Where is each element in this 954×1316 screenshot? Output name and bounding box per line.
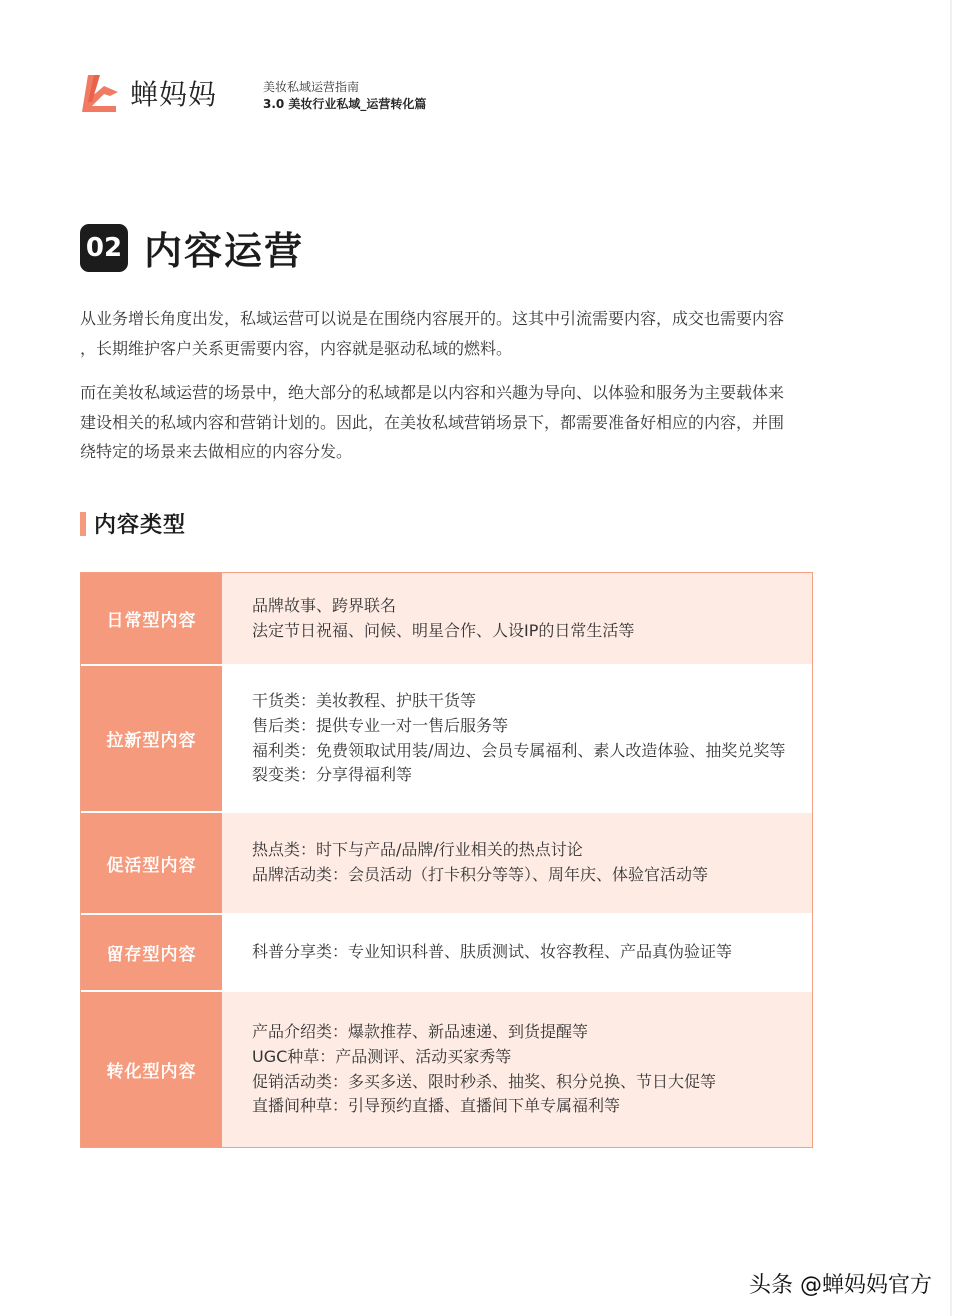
row-item: 品牌活动类：会员活动（打卡积分等等）、周年庆、体验官活动等: [252, 865, 709, 884]
heading-accent-bar: [80, 512, 86, 536]
paragraph-line: ，长期维护客户关系更需要内容，内容就是驱动私域的燃料。: [80, 338, 513, 358]
logo-icon: [80, 72, 122, 114]
row-label: 留存型内容: [81, 915, 222, 990]
row-item: 热点类：时下与产品/品牌/行业相关的热点讨论: [252, 840, 583, 860]
content-types-title: 内容类型: [94, 513, 187, 538]
logo-text: 蝉妈妈: [130, 78, 218, 111]
table-row: [81, 990, 812, 1147]
paragraph-line: 从业务增长角度出发，私域运营可以说是在围绕内容展开的。这其中引流需要内容，成交也需要内容: [80, 309, 785, 328]
row-item: 促销活动类：多买多送、限时秒杀、抽奖、积分兑换、节日大促等: [252, 1071, 717, 1091]
watermark: 头条 @蝉妈妈官方: [749, 1273, 932, 1298]
row-content: [222, 666, 812, 811]
intro-paragraph: [80, 304, 830, 363]
row-content: [222, 573, 812, 664]
row-label: 日常型内容: [81, 573, 222, 664]
row-item: 品牌故事、跨界联名: [252, 595, 397, 615]
row-item: 裂变类：分享得福利等: [252, 765, 413, 785]
section-title: [80, 220, 304, 275]
row-item: UGC种草：产品测评、活动买家秀等: [252, 1046, 512, 1066]
table-row: [81, 913, 812, 990]
row-label: 转化型内容: [81, 992, 222, 1147]
guide-title: 美妆私域运营指南: [263, 80, 360, 94]
row-item: 法定节日祝福、问候、明星合作、人设IP的日常生活等: [252, 620, 635, 640]
row-content: [222, 992, 812, 1147]
table-row: [81, 811, 812, 913]
row-item: 售后类：提供专业一对一售后服务等: [252, 715, 509, 735]
table-row: [81, 573, 812, 664]
logo: [80, 72, 217, 114]
row-item: 科普分享类：专业知识科普、肤质测试、妆容教程、产品真伪验证等: [252, 942, 733, 962]
row-item: 产品介绍类：爆款推荐、新品速递、到货提醒等: [252, 1022, 589, 1042]
row-item: 直播间种草：引导预约直播、直播间下单专属福利等: [252, 1096, 621, 1116]
row-item: 福利类：免费领取试用装/周边、会员专属福利、素人改造体验、抽奖兑奖等: [252, 740, 786, 760]
content-types-heading: [80, 508, 186, 539]
paragraph-line: 而在美妆私域运营的场景中，绝大部分的私域都是以内容和兴趣为导向、以体验和服务为主要载体来: [80, 383, 785, 402]
row-label: 拉新型内容: [81, 666, 222, 811]
chapter-title: 3.0 美妆行业私域_运营转化篇: [263, 97, 427, 111]
table-row: [81, 664, 812, 811]
row-item: 干货类：美妆教程、护肤干货等: [252, 691, 477, 711]
section-number-badge: 02: [80, 224, 128, 272]
row-content: [222, 813, 812, 913]
content-types-table: [80, 572, 813, 1148]
page-edge-line: [950, 0, 952, 1316]
row-label: 促活型内容: [81, 813, 222, 913]
paragraph-line: 建设相关的私域内容和营销计划的。因此，在美妆私域营销场景下，都需要准备好相应的内容，并围: [80, 412, 785, 432]
paragraph-line: 绕特定的场景来去做相应的内容分发。: [80, 442, 353, 461]
row-content: [222, 915, 812, 990]
section-heading: 内容运营: [144, 229, 305, 273]
scene-paragraph: [80, 378, 830, 467]
header-meta: [263, 79, 426, 113]
